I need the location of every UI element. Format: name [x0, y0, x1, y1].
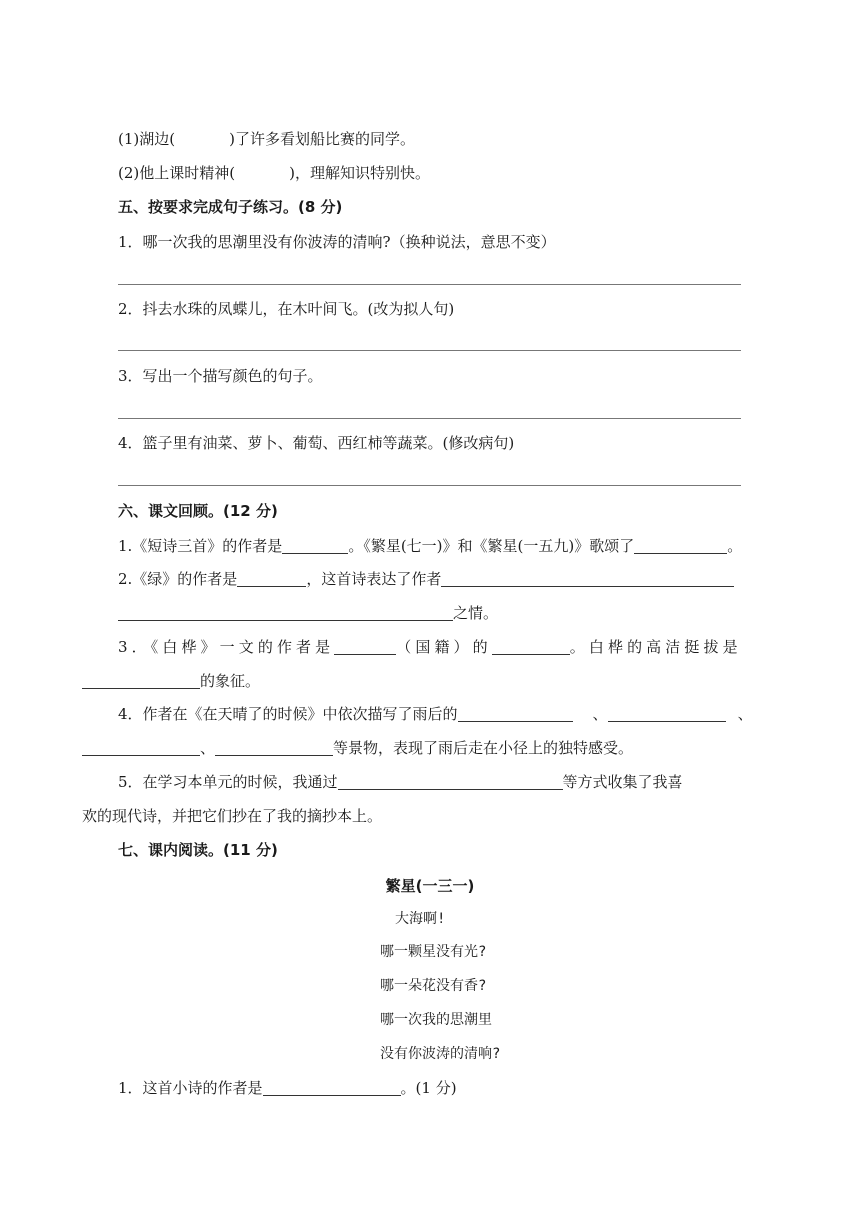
blank[interactable] — [82, 739, 200, 756]
section-7-title: 七、课内阅读。(11 分) — [118, 841, 278, 859]
blank[interactable] — [263, 1079, 401, 1096]
blank[interactable] — [634, 537, 727, 554]
section-6-title: 六、课文回顾。(12 分) — [118, 502, 278, 520]
question-5-3: 3．写出一个描写颜色的句子。 — [118, 367, 323, 385]
answer-line[interactable] — [118, 485, 741, 486]
question-4-1: (1)湖边( )了许多看划船比赛的同学。 — [118, 130, 415, 148]
blank[interactable] — [458, 705, 573, 722]
blank[interactable] — [118, 604, 453, 621]
question-6-2: 2.《绿》的作者是 ，这首诗表达了作者 — [118, 568, 734, 590]
question-6-4: 4．作者在《在天晴了的时候》中依次描写了雨后的 、 、 — [118, 705, 753, 723]
section-5-title: 五、按要求完成句子练习。(8 分) — [118, 198, 343, 216]
poem-line: 没有你波涛的清响? — [380, 1046, 501, 1062]
poem-line: 哪一朵花没有香? — [380, 978, 487, 994]
question-6-2-cont: 之情。 — [118, 602, 498, 624]
blank[interactable] — [282, 537, 348, 554]
blank[interactable] — [492, 638, 570, 655]
question-5-1: 1．哪一次我的思潮里没有你波涛的清响?（换种说法，意思不变） — [118, 233, 556, 251]
question-5-2: 2．抖去水珠的凤蝶儿，在木叶间飞。(改为拟人句) — [118, 300, 455, 318]
blank[interactable] — [82, 672, 200, 689]
question-6-5-cont: 欢的现代诗，并把它们抄在了我的摘抄本上。 — [82, 807, 383, 825]
poem-line: 哪一颗星没有光? — [380, 944, 487, 960]
poem-title: 繁星(一三一) — [385, 877, 475, 895]
question-6-1: 1.《短诗三首》的作者是 。《繁星(七一)》和《繁星(一五九)》歌颂了 。 — [118, 537, 743, 555]
question-4-2: (2)他上课时精神( )，理解知识特别快。 — [118, 164, 430, 182]
question-6-3: 3．《白桦》一文的作者是 （国籍）的 。白桦的高洁挺拔是 — [118, 638, 742, 656]
blank[interactable] — [334, 638, 396, 655]
answer-line[interactable] — [118, 350, 741, 351]
blank[interactable] — [441, 570, 734, 587]
blank[interactable] — [608, 705, 726, 722]
blank[interactable] — [215, 739, 333, 756]
question-6-5: 5．在学习本单元的时候，我通过 等方式收集了我喜 — [118, 773, 683, 791]
blank[interactable] — [237, 570, 306, 587]
question-6-4-cont: 、 等景物，表现了雨后走在小径上的独特感受。 — [82, 737, 633, 759]
poem-line: 大海啊! — [395, 911, 446, 927]
question-6-3-cont: 的象征。 — [82, 670, 260, 692]
poem-line: 哪一次我的思潮里 — [380, 1012, 492, 1028]
question-5-4: 4．篮子里有油菜、萝卜、葡萄、西红柿等蔬菜。(修改病句) — [118, 434, 515, 452]
blank[interactable] — [338, 773, 563, 790]
question-7-1: 1．这首小诗的作者是 。(1 分) — [118, 1079, 457, 1097]
answer-line[interactable] — [118, 284, 741, 285]
answer-line[interactable] — [118, 418, 741, 419]
